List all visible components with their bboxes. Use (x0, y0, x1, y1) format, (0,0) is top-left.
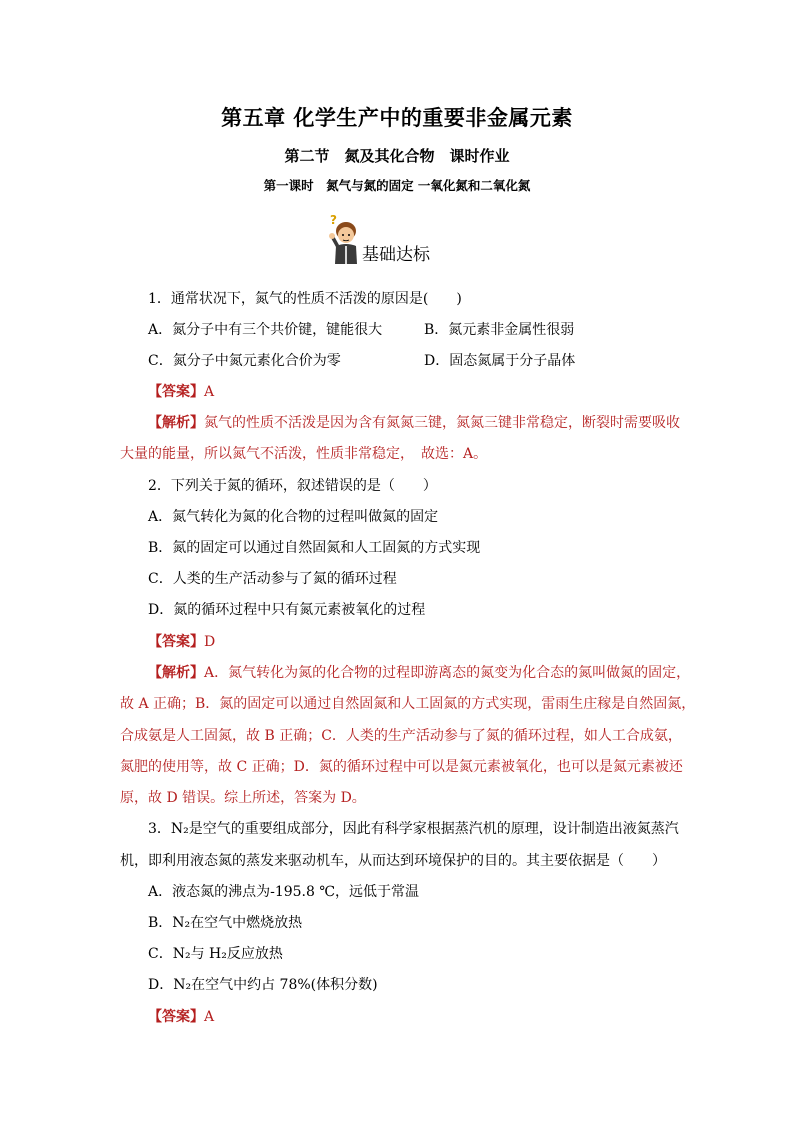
q1-analysis-line-1 (148, 413, 680, 433)
answer-tag: 【答案】 (148, 634, 204, 650)
q3-option-d: D．N₂在空气中约占 78%(体积分数) (148, 977, 378, 993)
q2-analysis-line-5: 原，故 D 错误。综上所述，答案为 D。 (120, 790, 366, 806)
q2-analysis-line-1 (148, 663, 690, 683)
svg-text:?: ? (330, 213, 337, 227)
q2-stem: 2．下列关于氮的循环，叙述错误的是（ ） (148, 478, 437, 494)
q2-answer (148, 632, 215, 652)
q1-analysis-text-1: 氮气的性质不活泼是因为含有氮氮三键，氮氮三键非常稳定，断裂时需要吸收 (204, 415, 680, 431)
analysis-tag: 【解析】 (148, 665, 204, 681)
q2-option-b: B．氮的固定可以通过自然固氮和人工固氮的方式实现 (148, 540, 481, 556)
q3-answer (148, 1007, 214, 1027)
q1-stem: 1．通常状况下，氮气的性质不活泼的原因是( ) (148, 291, 462, 307)
q3-stem-line-2: 机，即利用液态氮的蒸发来驱动机车，从而达到环境保护的目的。其主要依据是（ ） (120, 853, 666, 869)
q1-option-c: C．氮分子中氮元素化合价为零 (148, 353, 341, 369)
q2-option-c: C．人类的生产活动参与了氮的循环过程 (148, 571, 397, 587)
q2-analysis-text-1: A．氮气转化为氮的化合物的过程即游离态的氮变为化合态的氮叫做氮的固定， (204, 665, 691, 681)
q3-stem-line-1: 3．N₂是空气的重要组成部分，因此有科学家根据蒸汽机的原理，设计制造出液氮蒸汽 (148, 821, 679, 837)
q2-analysis-line-4: 氮肥的使用等，故 C 正确；D．氮的循环过程中可以是氮元素被氧化，也可以是氮元素被还 (120, 759, 683, 775)
q2-analysis-line-2: 故 A 正确；B．氮的固定可以通过自然固氮和人工固氮的方式实现，雷雨生庄稼是自然固氮， (120, 696, 696, 712)
answer-tag: 【答案】 (148, 1009, 204, 1025)
q1-analysis-line-2: 大量的能量，所以氮气不活泼，性质非常稳定， 故选：A。 (120, 446, 488, 462)
q1-option-b: B．氮元素非金属性很弱 (424, 322, 575, 338)
thinking-boy-icon (326, 212, 362, 264)
q2-answer-value: D (204, 634, 216, 650)
q1-answer (148, 382, 214, 402)
q3-answer-value: A (204, 1009, 215, 1025)
q1-option-a: A．氮分子中有三个共价键，键能很大 (148, 322, 383, 338)
chapter-title: 第五章 化学生产中的重要非金属元素 (221, 106, 573, 130)
q2-analysis-line-3: 合成氨是人工固氮，故 B 正确；C．人类的生产活动参与了氮的循环过程，如人工合成氨， (120, 728, 682, 744)
q3-option-a: A．液态氮的沸点为-195.8 ℃，远低于常温 (148, 884, 420, 900)
section-subtitle: 第二节 氮及其化合物 课时作业 (284, 147, 510, 165)
analysis-tag: 【解析】 (148, 415, 204, 431)
q1-option-d: D．固态氮属于分子晶体 (424, 353, 576, 369)
q2-option-a: A．氮气转化为氮的化合物的过程叫做氮的固定 (148, 509, 439, 525)
answer-tag: 【答案】 (148, 384, 204, 400)
q3-option-c: C．N₂与 H₂反应放热 (148, 946, 283, 962)
q2-option-d: D．氮的循环过程中只有氮元素被氧化的过程 (148, 602, 426, 618)
q3-option-b: B．N₂在空气中燃烧放热 (148, 915, 303, 931)
section-label: 基础达标 (362, 245, 430, 265)
lesson-title: 第一课时 氮气与氮的固定 一氧化氮和二氧化氮 (263, 178, 531, 193)
q1-answer-value: A (204, 384, 215, 400)
